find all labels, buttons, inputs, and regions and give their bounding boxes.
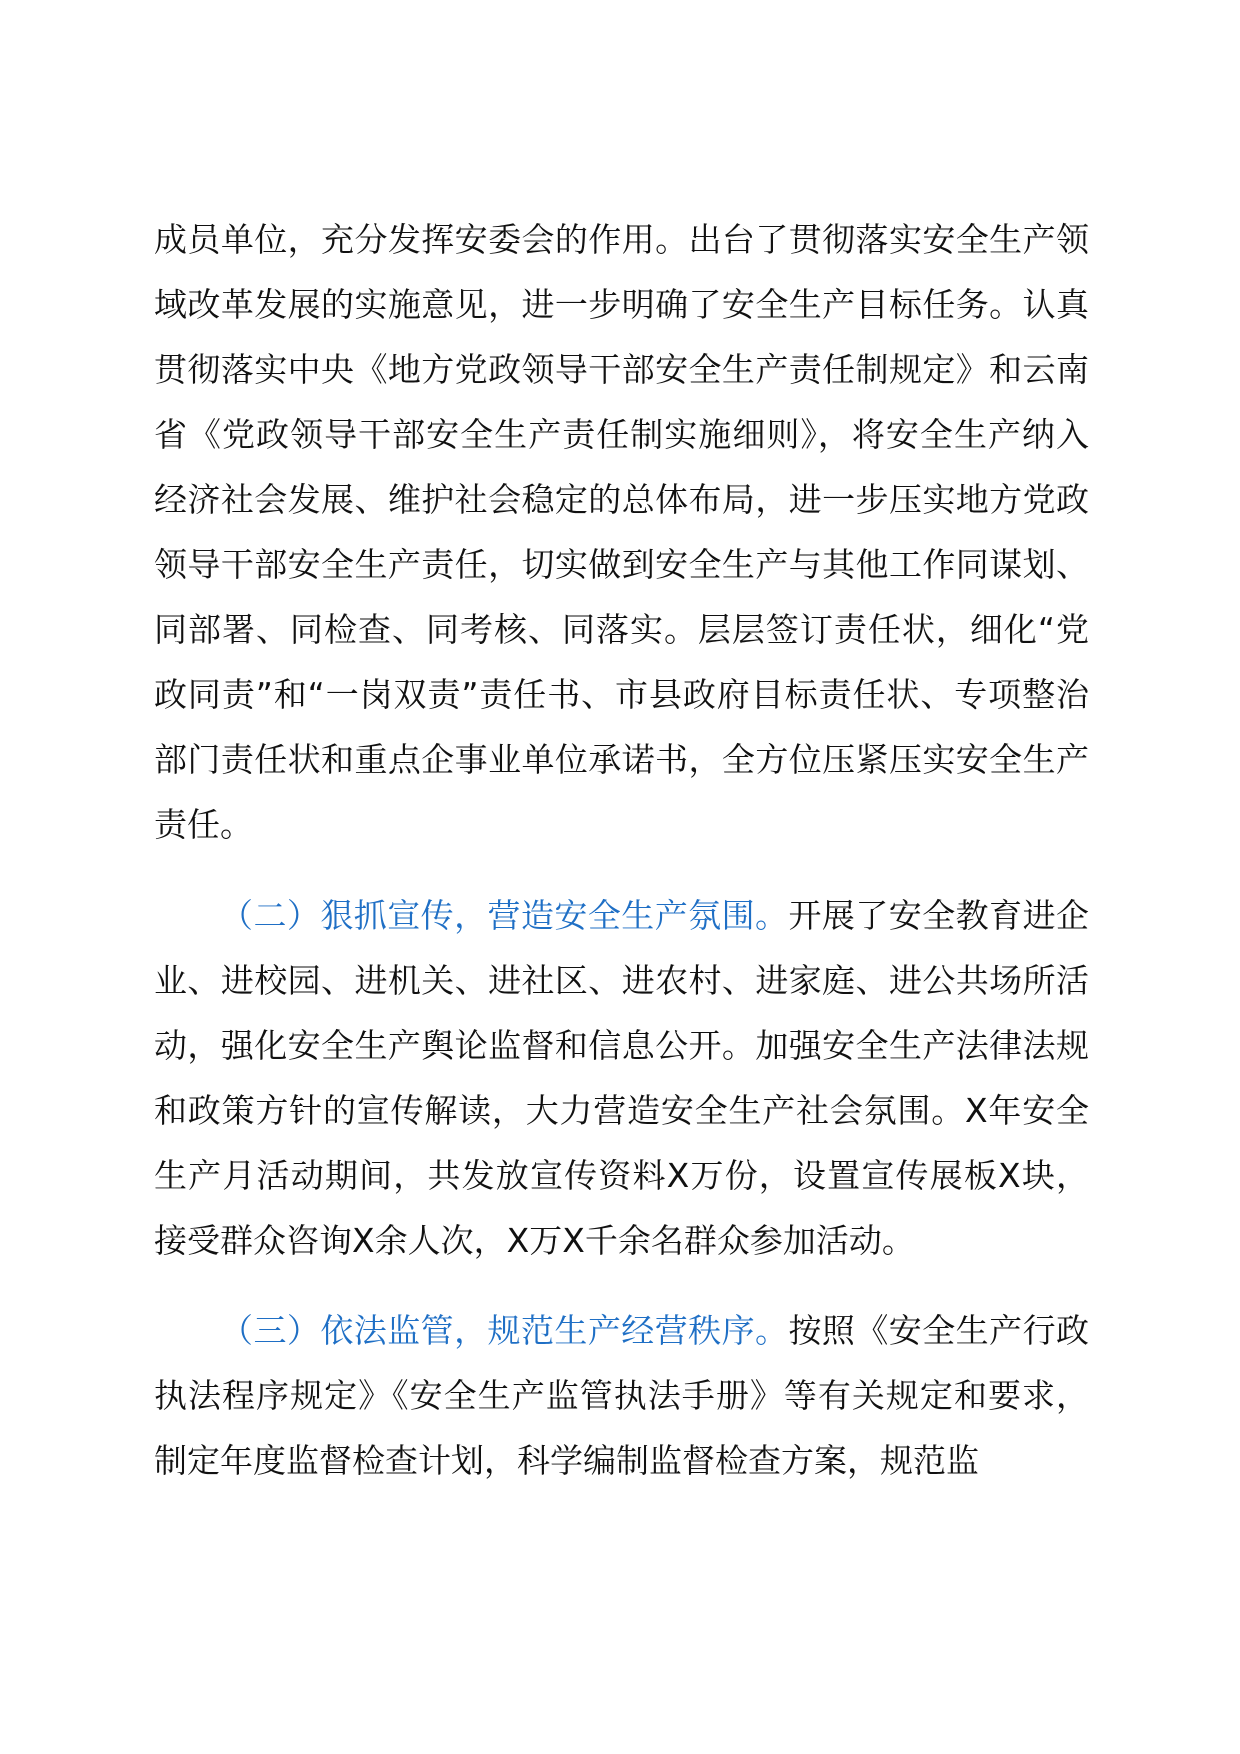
section-heading-publicity: （二）狠抓宣传，营造安全生产氛围。 (220, 896, 789, 935)
paragraph-responsibility (154, 207, 1089, 857)
paragraph-supervision (154, 1298, 1089, 1493)
paragraph-body: 成员单位，充分发挥安委会的作用。出台了贯彻落实安全生产领域改革发展的实施意见，进一步明确了安全生产目标任务。认真贯彻落实中央《地方党政领导干部安全生产责任制规定》和云南省《党政领导干部安全生产责任制实施细则》，将安全生产纳入经济社会发展、维护社会稳定的总体布局，进一步压实地方党政领导干部安全生产责任，切实做到安全生产与其他工作同谋划、同部署、同检查、同考核、同落实。层层签订责任状，细化“党政同责”和“一岗双责”责任书、市县政府目标责任状、专项整治部门责任状和重点企事业单位承诺书，全方位压紧压实安全生产责任。 (154, 220, 1089, 844)
paragraph-body: 按照《安全生产行政执法程序规定》《安全生产监管执法手册》等有关规定和要求，制定年度监督检查计划，科学编制监督检查方案，规范监 (154, 1311, 1090, 1480)
paragraph-publicity (154, 883, 1089, 1273)
paragraph-body: 开展了安全教育进企业、进校园、进机关、进社区、进农村、进家庭、进公共场所活动，强化安全生产舆论监督和信息公开。加强安全生产法律法规和政策方针的宣传解读，大力营造安全生产社会氛围。X年安全生产月活动期间，共发放宣传资料X万份，设置宣传展板X块，接受群众咨询X余人次，X万X千余名群众参加活动。 (154, 896, 1090, 1260)
section-heading-supervision: （三）依法监管，规范生产经营秩序。 (220, 1311, 789, 1350)
